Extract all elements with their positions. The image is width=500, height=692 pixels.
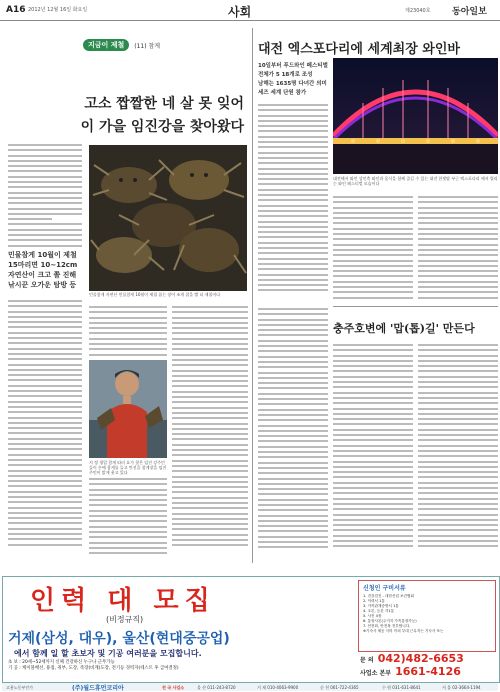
article-body-column	[89, 306, 167, 356]
apply-doc-item: 2. 이력서 1통	[363, 599, 385, 603]
contact-phone-2	[360, 665, 461, 678]
branch-item: 울 산 011-243-8720	[197, 685, 236, 690]
right-lead-1: 10일부터 푸드와인 페스티벌	[258, 63, 328, 69]
contact-number-1: 042)482-6653	[377, 652, 464, 665]
license-text: 고용노동부인가	[6, 685, 34, 690]
article-body-column	[418, 196, 498, 304]
ad-description: 에서 함께 일 할 초보자 및 기공 여러분을 모집합니다.	[14, 649, 202, 658]
section-title: 사회	[228, 5, 252, 19]
fisherman-photo-art	[89, 360, 167, 458]
article-body-column	[258, 308, 328, 558]
hq-label: 사업소 본부	[360, 670, 392, 677]
right-lead-4: 세즈 세계 단원 참가	[258, 90, 307, 96]
ad-footer	[2, 682, 498, 691]
branches-label: 전 국 사업소	[162, 685, 185, 690]
article-body-column	[418, 344, 498, 558]
article-body-column	[8, 300, 82, 558]
ad-main-line: 거제(삼성, 대우), 울산(현대중공업)	[8, 631, 230, 647]
series-tag	[83, 38, 160, 52]
newspaper-name: 동아일보	[452, 7, 487, 17]
apply-doc-item: 3. 가족관계증명서 1통	[363, 604, 399, 608]
apply-doc-item: 7. 안전화, 안전복 전부합니다.	[363, 624, 411, 628]
branch-item: 거 제 010-4063-9900	[257, 685, 299, 690]
crab-photo-caption: 민물참게 자연산 민물참게 10월이 제철 꼽는 장어 조개 잡을 빨 더 제철이다	[89, 292, 221, 297]
crab-photo-art	[89, 145, 247, 291]
apply-doc-item: 4. 초본, 등본 각1통	[363, 609, 395, 613]
contact-number-2: 1661-4126	[395, 665, 461, 678]
company-name: (주)월드휴먼코리아	[72, 685, 124, 692]
subheading-3: 자연산이 크고 쫄 진해	[8, 271, 77, 279]
branch-item: 수 원 031-631-8641	[382, 685, 421, 690]
series-part: (11) 참게	[134, 42, 161, 50]
branch-item: 순 천 061-722-4365	[320, 685, 359, 690]
page-header	[0, 0, 500, 21]
apply-docs-list	[363, 594, 491, 634]
bridge-photo-art	[333, 58, 498, 174]
section-divider	[333, 306, 498, 307]
apply-docs-title: 신청인 구비서류	[363, 585, 406, 592]
bridge-photo-caption: 대전에서 와인 상인축 와인과 음식을 함께 즐길 수 있는 대전 한빛탑 부근 엑스포다리 에서 열리는 와인 페스티벌 모습이다	[333, 176, 498, 186]
apply-doc-item: 1. 건강검진 - 대한산업 보건협회	[363, 594, 414, 598]
crab-photo	[89, 145, 247, 291]
apply-doc-item: ※기숙사 제공 식비 이외 부대 근무자는 기숙사 또는	[363, 629, 444, 633]
fisherman-photo	[89, 360, 167, 458]
article-body-column	[258, 104, 328, 304]
apply-doc-item: 5. 사진 4장	[363, 614, 382, 618]
subheading-block	[8, 250, 82, 290]
contact-phone-1	[360, 652, 464, 665]
subheading-2: 15마리면 10~12cm	[8, 261, 78, 269]
article-body-column	[89, 478, 167, 558]
page-number: A16	[6, 5, 26, 15]
apply-doc-item: 6. 통장사본(주거지 가족통장가능)	[363, 619, 417, 623]
series-tag-label: 지금이 제철	[83, 39, 129, 51]
ad-subtitle: (비정규직)	[106, 615, 144, 624]
left-headline-2: 이 가을 임진강을 찾아왔다	[80, 119, 244, 135]
article-body-column	[333, 196, 413, 304]
right-mid-headline: 충주호변에 '맙(톱)길' 만든다	[333, 322, 475, 335]
subheading-1: 민물참게 10월이 제철	[8, 251, 77, 259]
ad-condition-row: 기 공 : 케이블배선, 용접, 취부, 도장, 족장(비계)도장, 전기등 경력자(테스트 후 급여결정)	[8, 665, 179, 671]
right-headline: 대전 엑스포다리에 세계최장 와인바	[258, 42, 460, 57]
bridge-night-photo	[333, 58, 498, 174]
subheading-4: 낚시꾼 오가운 탐방 등	[8, 281, 77, 289]
right-lead-2: 전체가 5 18개로 조성	[258, 72, 313, 78]
column-divider	[252, 28, 253, 563]
fisherman-photo-caption: 지 정 생업 참게 따러 요가 찾은 임진 강주민들이 손에 참게를 들고 만선을 참게장을 임진 주민이 밝게 웃고 있다	[89, 460, 167, 475]
right-lead-block	[258, 62, 328, 98]
article-body-column	[333, 344, 413, 558]
apply-docs-box	[358, 580, 496, 652]
article-body-column	[8, 144, 82, 248]
contact-label: 문 의	[360, 657, 374, 664]
branch-item: 서 울 02-3664-1194	[442, 685, 481, 690]
issue-number: 제23040호	[405, 8, 431, 14]
ad-conditions	[8, 660, 348, 672]
right-lead-3: 남해는 1635명 다녀간 의미	[258, 81, 327, 87]
ad-title: 인력 대 모집	[30, 586, 216, 616]
article-body-column	[172, 306, 248, 558]
left-headline-1: 고소 짭짤한 네 살 못 잊어	[84, 96, 244, 112]
publish-date: 2012년 12월 16일 화요일	[28, 7, 88, 13]
ad-condition-row: 초 보 : 20세~52세까지 신체 건강하신 누구나 근무가능	[8, 660, 115, 665]
